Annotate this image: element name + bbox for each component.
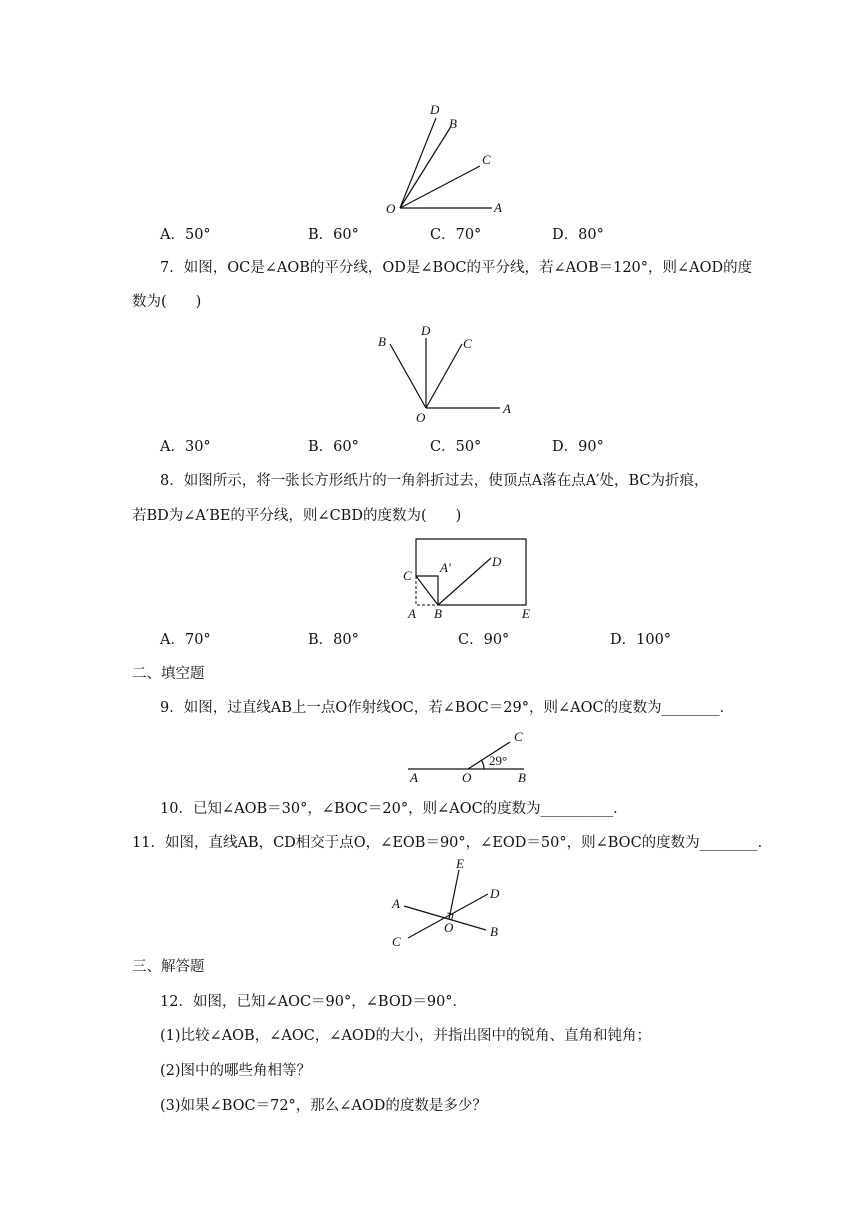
q12-part1: (1)比较∠AOB，∠AOC，∠AOD的大小，并指出图中的锐角、直角和钝角； — [160, 1028, 651, 1044]
fold-crease-bc — [416, 576, 438, 605]
q7-option-b: B．60° — [308, 439, 359, 455]
ray-oc — [426, 344, 462, 408]
q7-option-c: C．50° — [430, 439, 482, 455]
q7-text-line2: 数为( ) — [132, 294, 202, 310]
q12-part2: (2)图中的哪些角相等？ — [160, 1063, 312, 1079]
ray-od — [400, 118, 436, 208]
label-a: A — [408, 606, 416, 621]
q8-option-b: B．80° — [308, 632, 359, 648]
q8-option-a: A．70° — [160, 632, 211, 648]
label-b: B — [490, 924, 498, 939]
ray-ob — [390, 344, 426, 408]
label-b: B — [449, 116, 457, 131]
ray-oe — [449, 870, 459, 919]
q6-option-c: C．70° — [430, 227, 482, 243]
label-d: D — [492, 554, 502, 569]
label-d: D — [421, 323, 431, 338]
q12-text-line1: 12．如图，已知∠AOC＝90°，∠BOD＝90°． — [160, 994, 468, 1010]
label-o: O — [462, 770, 472, 784]
label-o: O — [386, 201, 396, 216]
label-e: E — [522, 606, 530, 621]
label-b: B — [434, 606, 442, 621]
label-d: D — [490, 886, 500, 901]
q11-figure — [386, 856, 510, 952]
label-b: B — [378, 334, 386, 349]
q6-option-d: D．80° — [552, 227, 604, 243]
label-e: E — [456, 856, 464, 871]
q9-figure — [406, 726, 536, 784]
label-a: A — [494, 200, 502, 215]
label-d: D — [430, 102, 440, 117]
q7-text-line1: 7．如图，OC是∠AOB的平分线，OD是∠BOC的平分线，若∠AOB＝120°，则∠AOD的度 — [160, 260, 753, 276]
q9-text-line1: 9．如图，过直线AB上一点O作射线OC，若∠BOC＝29°，则∠AOC的度数为________． — [160, 700, 735, 716]
label-a: A — [410, 770, 418, 784]
q8-text-line2: 若BD为∠A′BE的平分线，则∠CBD的度数为( ) — [132, 508, 462, 524]
label-c: C — [392, 934, 401, 949]
q8-option-d: D．100° — [610, 632, 672, 648]
q12-part3: (3)如果∠BOC＝72°，那么∠AOD的度数是多少？ — [160, 1098, 487, 1114]
section-fill-in-heading: 二、填空题 — [132, 666, 205, 682]
q10-text-line1: 10．已知∠AOB＝30°，∠BOC＝20°，则∠AOC的度数为__________． — [160, 801, 628, 817]
label-c: C — [482, 152, 491, 167]
label-a: A — [392, 896, 400, 911]
section-answer-heading: 三、解答题 — [132, 959, 205, 975]
label-o: O — [416, 410, 426, 425]
q6-option-a: A．50° — [160, 227, 211, 243]
q8-figure — [396, 532, 542, 624]
q7-figure — [370, 320, 520, 430]
q11-text-line1: 11．如图，直线AB，CD相交于点O，∠EOB＝90°，∠EOD＝50°，则∠BOC的度数为________． — [132, 835, 773, 851]
q8-text-line1: 8．如图所示，将一张长方形纸片的一角斜折过去，使顶点A落在点A′处，BC为折痕， — [160, 473, 709, 489]
angle-label: 29° — [489, 753, 508, 768]
q6-option-b: B．60° — [308, 227, 359, 243]
q7-option-d: D．90° — [552, 439, 604, 455]
ray-oc — [400, 166, 480, 208]
label-a-prime: A′ — [440, 560, 451, 575]
label-c: C — [403, 568, 412, 583]
label-a: A — [503, 401, 511, 416]
ray-ob — [400, 128, 450, 208]
q7-option-a: A．30° — [160, 439, 211, 455]
label-b: B — [518, 770, 526, 784]
angle-arc — [482, 760, 485, 769]
label-c: C — [463, 336, 472, 351]
q6-figure — [380, 100, 520, 220]
label-c: C — [514, 729, 523, 744]
q8-option-c: C．90° — [458, 632, 510, 648]
label-o: O — [444, 920, 454, 935]
paper-rectangle — [416, 539, 526, 605]
